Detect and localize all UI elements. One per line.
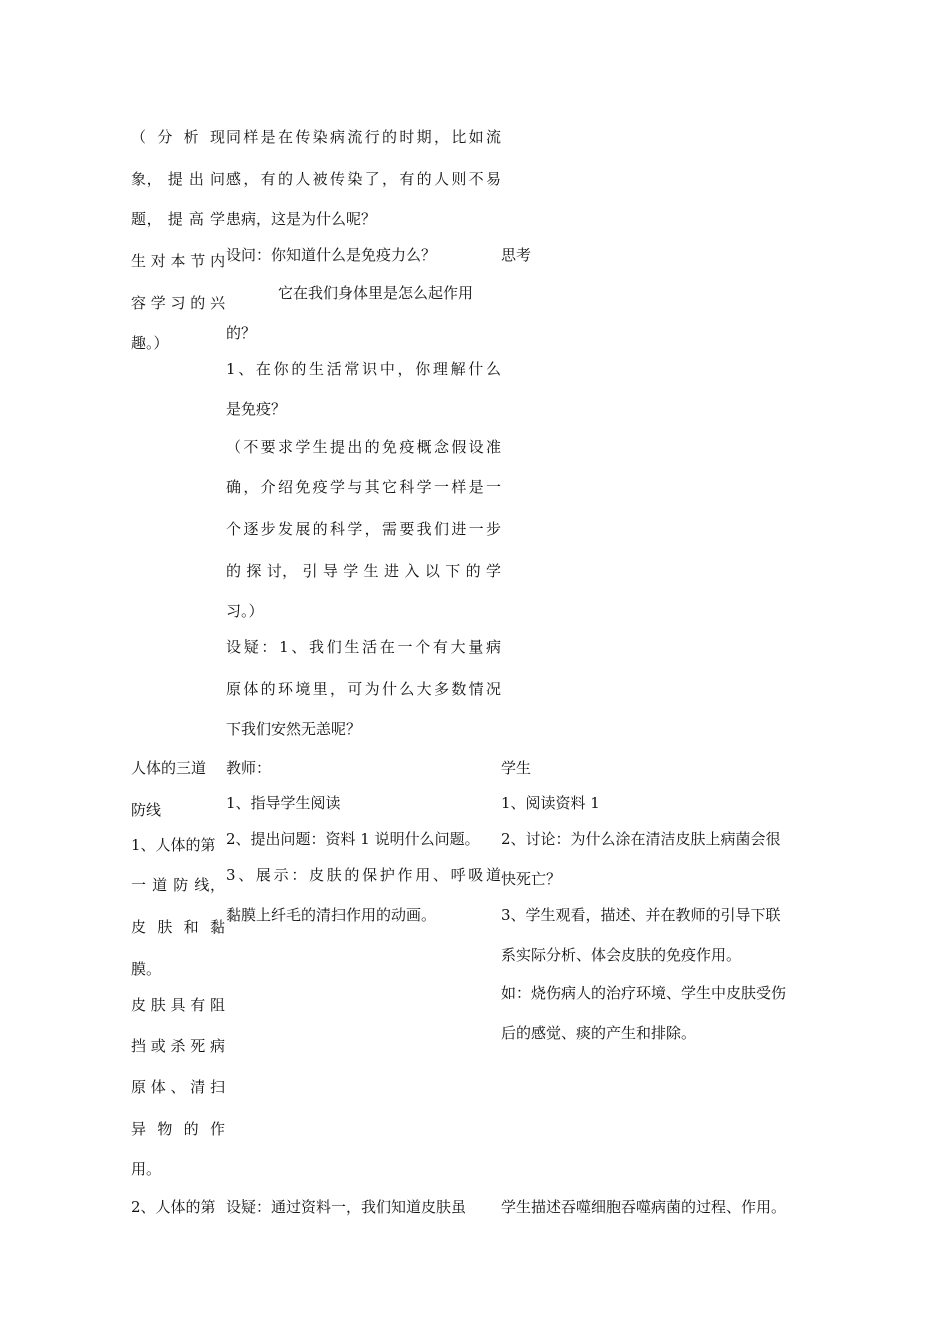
- section-title: 防线: [131, 801, 162, 819]
- teacher-line: 患病，这是为什么呢？: [226, 210, 377, 228]
- topic-line: 挡或杀死病: [131, 1037, 225, 1055]
- topic-line: 象， 提 出 问: [131, 170, 225, 188]
- topic-line: 皮 肤 和 黏: [131, 918, 225, 936]
- teacher-line: 1、指导学生阅读: [226, 794, 341, 812]
- student-line: 1、阅读资料 1: [501, 794, 600, 812]
- student-line: 3、学生观看，描述、并在教师的引导下联: [501, 906, 781, 924]
- student-line: 思考: [501, 246, 532, 264]
- topic-line: 2、人体的第: [131, 1198, 216, 1216]
- teacher-line: 设疑：通过资料一，我们知道皮肤虽: [226, 1198, 467, 1216]
- topic-line: 1、人体的第: [131, 836, 216, 854]
- student-line: 系实际分析、体会皮肤的免疫作用。: [501, 946, 742, 964]
- topic-line: （ 分 析 现: [131, 128, 225, 146]
- topic-line: 一 道 防 线，: [131, 876, 225, 894]
- topic-line: 用。: [131, 1160, 162, 1178]
- topic-line: 趣。）: [131, 334, 169, 352]
- teacher-line: 原体的环境里，可为什么大多数情况: [226, 680, 501, 698]
- teacher-line: 3、展示：皮肤的保护作用、呼吸道: [226, 866, 501, 884]
- teacher-line: 是免疫？: [226, 400, 287, 418]
- teacher-line: 的 探 讨， 引 导 学 生 进 入 以 下 的 学: [226, 562, 501, 580]
- teacher-line: 黏膜上纤毛的清扫作用的动画。: [226, 906, 437, 924]
- teacher-line: 的？: [226, 324, 257, 342]
- teacher-line: 同样是在传染病流行的时期，比如流: [226, 128, 501, 146]
- student-line: 如：烧伤病人的治疗环境、学生中皮肤受伤: [501, 984, 787, 1002]
- student-line: 快死亡？: [501, 870, 562, 888]
- topic-line: 皮肤具有阻: [131, 996, 225, 1014]
- student-line: 2、讨论：为什么涂在清洁皮肤上病菌会很: [501, 830, 781, 848]
- teacher-line: 确，介绍免疫学与其它科学一样是一: [226, 478, 501, 496]
- student-heading: 学生: [501, 759, 532, 777]
- teacher-line: 它在我们身体里是怎么起作用: [278, 284, 474, 302]
- topic-line: 容 学 习 的 兴: [131, 294, 226, 312]
- teacher-line: 设问：你知道什么是免疫力么？: [226, 246, 437, 264]
- teacher-line: 设疑：1、我们生活在一个有大量病: [226, 638, 501, 656]
- student-line: 后的感觉、痰的产生和排除。: [501, 1024, 697, 1042]
- topic-line: 题， 提 高 学: [131, 210, 225, 228]
- topic-line: 异 物 的 作: [131, 1120, 225, 1138]
- topic-line: 生 对 本 节 内: [131, 252, 226, 270]
- section-title: 人体的三道: [131, 759, 207, 777]
- topic-line: 原体、清扫: [131, 1078, 225, 1096]
- teacher-line: 习。）: [226, 602, 264, 620]
- teacher-line: 感，有的人被传染了，有的人则不易: [226, 170, 501, 188]
- teacher-line: 下我们安然无恙呢？: [226, 720, 362, 738]
- teacher-line: 个逐步发展的科学，需要我们进一步: [226, 520, 501, 538]
- topic-line: 膜。: [131, 960, 162, 978]
- teacher-line: （不要求学生提出的免疫概念假设准: [226, 438, 501, 456]
- teacher-line: 1、在你的生活常识中，你理解什么: [226, 360, 501, 378]
- teacher-heading: 教师：: [226, 759, 272, 777]
- teacher-line: 2、提出问题：资料 1 说明什么问题。: [226, 830, 480, 848]
- student-line: 学生描述吞噬细胞吞噬病菌的过程、作用。: [501, 1198, 787, 1216]
